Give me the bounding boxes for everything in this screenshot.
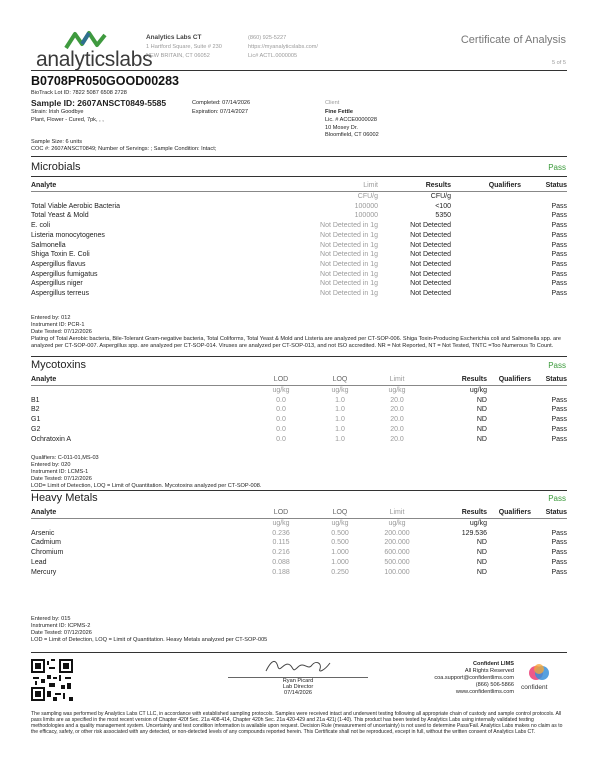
status-cell: Pass [551, 416, 567, 424]
table-cell: 0.0 [276, 396, 286, 404]
batch-id: B0708PR050GOOD00283 [31, 74, 180, 88]
analyte-header: Analyte [31, 180, 251, 192]
table-cell: 0.0 [276, 425, 286, 433]
table-cell: Analyte [31, 507, 251, 519]
table-row [31, 270, 567, 280]
table-cell [451, 260, 521, 270]
company-address-2: NEW BRITAIN, CT 06052 [146, 53, 210, 59]
sample-id: Sample ID: 2607ANSCT0849-5585 [31, 98, 167, 108]
table-cell: 20.0 [390, 416, 404, 424]
table-row [31, 231, 567, 241]
table-cell [451, 211, 521, 221]
table-cell [487, 435, 531, 445]
table-cell: ug/kg [388, 520, 406, 527]
table-cell: 1.000 [331, 549, 349, 557]
table-cell: Results [425, 507, 487, 519]
table-cell: 1.0 [335, 435, 345, 443]
table-row [31, 435, 567, 445]
table-row [31, 279, 567, 289]
table-row [31, 211, 567, 221]
heavy-metals-instrument: Instrument ID: ICPMS-2 [31, 623, 91, 629]
matrix: Plant, Flower - Cured, 7pk, , , [31, 117, 104, 123]
table-cell [451, 231, 521, 241]
document-title: Certificate of Analysis [460, 34, 566, 46]
heavy-metals-notes: LOD = Limit of Detection, LOQ = Limit of Quantitation. Heavy Metals analyzed per CT-SOP-005 [31, 637, 268, 643]
table-cell: Arsenic [31, 529, 55, 537]
table-cell: Status [531, 374, 567, 386]
client-label: Client [325, 100, 340, 106]
limit-header: Limit [251, 180, 378, 192]
status-cell: Pass [551, 396, 567, 404]
confident-website[interactable]: www.confidentlims.com [455, 689, 514, 695]
table-cell [487, 415, 531, 425]
table-cell: E. coli [31, 222, 51, 230]
table-cell: B1 [31, 396, 40, 404]
company-license: Lic# ACTL.0000005 [248, 53, 298, 59]
table-cell: Not Detected [410, 270, 451, 278]
table-row [31, 568, 567, 578]
table-cell: 500.000 [384, 558, 410, 566]
table-cell: 1.0 [335, 406, 345, 414]
table-cell: Not Detected [410, 231, 451, 239]
qualifiers-header: Qualifiers [451, 180, 521, 192]
table-cell [487, 396, 531, 406]
table-cell [487, 405, 531, 415]
company-phone: (860) 925-5227 [248, 35, 287, 41]
signature-title: Lab Director [282, 684, 314, 690]
units-row [31, 386, 567, 396]
status-cell: Pass [551, 425, 567, 433]
table-cell: Total Yeast & Mold [31, 212, 89, 220]
status-cell: Pass [551, 202, 567, 210]
table-cell [531, 386, 567, 396]
confident-email[interactable]: coa.support@confidentlims.com [434, 675, 514, 681]
table-cell: Not Detected [410, 251, 451, 259]
table-cell: 0.188 [272, 568, 290, 576]
status-cell: Pass [551, 241, 567, 249]
footer-disclaimer: The sampling was performed by Analytics Labs CT LLC, in accordance with established sampling protocols. Samples were received intact and underwent testing following all appropriate chain of custody and sample control protocols. All pass limits are as specified in the most recent version of Chapter 420f Sec. 21a 408-414, Chapter 420h Sec. 21a 420-429 and 21a 421j (1-40). This product has been tested by Analytics Labs using internally validated testing methodologies and a quality management system. Uncertainty and test condition information is available upon request. Decision Rule (measurement of uncertainty) is not used to determine Pass/Fail. Analytics Labs makes no claim as to the efficacy, safety, or other risk associated with any detected, or non-detected levels of any compounds reported herein. This Certificate shall not be reproduced, except in full, without the written consent of Analytics Labs CT. [31, 711, 563, 736]
table-cell: Not Detected [410, 222, 451, 230]
status-cell: Pass [551, 435, 567, 443]
table-cell: Salmonella [31, 241, 66, 249]
heavy-metals-table [31, 507, 567, 577]
microbials-instrument: Instrument ID: PCR-1 [31, 322, 85, 328]
table-cell: B2 [31, 406, 40, 414]
mycotoxins-table [31, 374, 567, 444]
status-cell: Pass [551, 280, 567, 288]
table-cell: 1.0 [335, 425, 345, 433]
table-cell: 1.0 [335, 396, 345, 404]
table-cell: LOD [251, 507, 311, 519]
table-cell: 20.0 [390, 406, 404, 414]
status-cell: Pass [551, 406, 567, 414]
coc-info: COC #: 2607ANSCT0849; Number of Servings: ; Sample Condition: Intact; [31, 146, 217, 152]
table-cell: Aspergillus fumigatus [31, 270, 98, 278]
table-cell: 1.000 [331, 558, 349, 566]
page-number: 5 of 5 [552, 60, 566, 66]
status-cell: Pass [551, 260, 567, 268]
logo-wordmark: analyticslabs [36, 48, 153, 71]
mycotoxins-qualifiers: Qualifiers: C-011-01,MS-03 [31, 455, 99, 461]
table-cell: Not Detected in 1g [320, 280, 378, 288]
table-cell: 0.088 [272, 558, 290, 566]
limit-unit: CFU/g [357, 193, 378, 200]
sample-divider [31, 156, 567, 157]
table-cell: Not Detected in 1g [320, 222, 378, 230]
table-cell: ND [476, 539, 487, 547]
client-street: 10 Mosey Dr. [325, 125, 358, 131]
table-cell: 600.000 [384, 549, 410, 557]
footer-top-divider [31, 652, 567, 653]
table-cell [451, 202, 521, 212]
table-cell: 1.0 [335, 416, 345, 424]
table-cell: ug/kg [331, 387, 349, 394]
status-cell: Pass [551, 549, 567, 557]
status-cell: Pass [551, 539, 567, 547]
microbials-title-divider [31, 176, 567, 177]
heavy-metals-top-divider [31, 490, 567, 491]
qr-code-icon[interactable] [31, 659, 73, 701]
table-cell: Limit [369, 507, 425, 519]
mycotoxins-top-divider [31, 356, 567, 357]
status-cell: Pass [551, 568, 567, 576]
status-cell: Pass [551, 558, 567, 566]
heavy-metals-status: Pass [548, 494, 566, 503]
table-cell: Total Viable Aerobic Bacteria [31, 202, 120, 210]
completed-date: Completed: 07/14/2026 [192, 100, 251, 106]
table-cell: ug/kg [331, 520, 349, 527]
table-row [31, 405, 567, 415]
table-row [31, 529, 567, 539]
table-cell: 200.000 [384, 529, 410, 537]
table-cell: G1 [31, 416, 41, 424]
table-cell: G2 [31, 425, 41, 433]
status-cell: Pass [551, 529, 567, 537]
table-cell: 100000 [354, 212, 378, 220]
microbials-title: Microbials [31, 161, 81, 173]
table-row [31, 548, 567, 558]
mycotoxins-status: Pass [548, 361, 566, 370]
table-row [31, 202, 567, 212]
table-cell: Analyte [31, 374, 251, 386]
table-cell: <100 [435, 202, 451, 210]
confident-rights: All Rights Reserved [464, 668, 514, 674]
status-cell: Pass [551, 270, 567, 278]
status-header: Status [521, 180, 567, 192]
table-cell [487, 538, 531, 548]
table-cell: Qualifiers [487, 374, 531, 386]
table-cell [487, 386, 531, 396]
table-cell [31, 386, 251, 396]
company-name: Analytics Labs CT [146, 34, 202, 41]
table-cell: Not Detected in 1g [320, 290, 378, 298]
results-unit: CFU/g [430, 193, 451, 200]
status-cell: Pass [551, 231, 567, 239]
table-cell: Not Detected in 1g [320, 241, 378, 249]
table-cell [531, 519, 567, 529]
header-divider [31, 70, 567, 71]
expiration-date: Expiration: 07/14/2027 [192, 109, 248, 115]
table-cell: 20.0 [390, 396, 404, 404]
table-cell: Aspergillus flavus [31, 260, 86, 268]
table-cell [451, 221, 521, 231]
table-cell: ND [476, 425, 487, 433]
table-cell: Ochratoxin A [31, 435, 72, 443]
table-cell: Not Detected in 1g [320, 231, 378, 239]
table-cell [487, 558, 531, 568]
analytics-labs-logo-icon [64, 30, 108, 50]
table-cell: 0.500 [331, 529, 349, 537]
table-cell [487, 519, 531, 529]
table-cell [451, 192, 521, 202]
table-cell: LOQ [311, 374, 369, 386]
table-cell: 0.236 [272, 529, 290, 537]
microbials-notes: Plating of Total Aerobic bacteria, Bile-Tolerant Gram-negative bacteria, Total Coliforms, Total Yeast & Mold and Listeria are analyzed per CT-SOP-006. Shiga Toxin-Producing Escherichia coli and Salmonella spp. are analyzed per CT-SOP-007. Aspergillus spp. are analyzed per CT-SOP-014. Viruses are analyzed per CT-SOP-013, and not ISO accredited. NR = Not Reported, NT = Not Tested, TNTC =Too Numerous To Count. [31, 336, 562, 349]
signature-date: 07/14/2026 [284, 690, 312, 696]
table-cell: ND [476, 568, 487, 576]
mycotoxins-entered-by: Entered by: 020 [31, 462, 71, 468]
table-cell [451, 270, 521, 280]
company-address-1: 1 Hartford Square, Suite # 230 [146, 44, 222, 50]
table-row [31, 415, 567, 425]
table-cell [521, 192, 567, 202]
table-cell: Mercury [31, 568, 57, 576]
table-cell: ND [476, 406, 487, 414]
table-cell: LOD [251, 374, 311, 386]
table-cell: 20.0 [390, 425, 404, 433]
table-cell: 20.0 [390, 435, 404, 443]
table-cell: ND [476, 435, 487, 443]
table-row [31, 221, 567, 231]
table-cell: Limit [369, 374, 425, 386]
table-cell: Aspergillus niger [31, 280, 83, 288]
table-cell: 0.0 [276, 406, 286, 414]
status-cell: Pass [551, 212, 567, 220]
table-header [31, 180, 567, 192]
table-cell [487, 425, 531, 435]
confident-logo-text: confident [521, 684, 548, 691]
table-cell [487, 548, 531, 558]
table-cell: LOQ [311, 507, 369, 519]
results-header: Results [378, 180, 451, 192]
table-cell: 0.115 [272, 539, 290, 547]
table-cell [451, 279, 521, 289]
table-row [31, 425, 567, 435]
heavy-metals-date-tested: Date Tested: 07/12/2026 [31, 630, 92, 636]
table-cell: ug/kg [469, 520, 487, 527]
table-cell: Cadmium [31, 539, 61, 547]
table-cell: Results [425, 374, 487, 386]
table-cell [451, 289, 521, 299]
table-cell: 5350 [435, 212, 451, 220]
signature-scribble-icon [262, 657, 334, 677]
strain: Strain: Irish Goodbye [31, 109, 84, 115]
confident-lims-name: Confident LIMS [472, 661, 514, 667]
table-cell: ug/kg [469, 387, 487, 394]
microbials-table [31, 180, 567, 299]
table-cell: Shiga Toxin E. Coli [31, 251, 90, 259]
table-row [31, 241, 567, 251]
table-cell: ND [476, 549, 487, 557]
table-row [31, 260, 567, 270]
table-cell: Not Detected [410, 260, 451, 268]
table-cell: Listeria monocytogenes [31, 231, 105, 239]
microbials-status: Pass [548, 163, 566, 172]
table-cell: Not Detected [410, 280, 451, 288]
table-cell: 129.536 [461, 529, 487, 537]
table-cell: Status [531, 507, 567, 519]
status-cell: Pass [551, 290, 567, 298]
table-cell: Qualifiers [487, 507, 531, 519]
client-license: Lic. # ACCE0000028 [325, 117, 377, 123]
table-cell: ND [476, 558, 487, 566]
table-cell: 0.0 [276, 416, 286, 424]
table-cell: Not Detected [410, 290, 451, 298]
table-cell: 0.0 [276, 435, 286, 443]
mycotoxins-instrument: Instrument ID: LCMS-1 [31, 469, 89, 475]
table-cell: Not Detected in 1g [320, 260, 378, 268]
table-cell: 0.250 [331, 568, 349, 576]
table-cell [451, 250, 521, 260]
table-cell [31, 192, 251, 202]
table-cell [31, 519, 251, 529]
heavy-metals-entered-by: Entered by: 015 [31, 616, 71, 622]
table-header [31, 374, 567, 386]
signature-name: Ryan Picard [282, 678, 314, 684]
table-cell: 100000 [354, 202, 378, 210]
table-cell [487, 568, 531, 578]
table-cell [451, 241, 521, 251]
table-cell: ND [476, 416, 487, 424]
table-row [31, 289, 567, 299]
microbials-date-tested: Date Tested: 07/12/2026 [31, 329, 92, 335]
table-cell: Lead [31, 558, 47, 566]
heavy-metals-title: Heavy Metals [31, 492, 98, 504]
table-row [31, 396, 567, 406]
company-website[interactable]: https://myanalyticslabs.com/ [248, 44, 318, 50]
table-cell: ug/kg [272, 520, 290, 527]
sample-size: Sample Size: 6 units [31, 139, 82, 145]
table-cell [487, 529, 531, 539]
table-cell: 200.000 [384, 539, 410, 547]
confident-phone: (866) 506-5866 [475, 682, 514, 688]
table-cell: 0.216 [272, 549, 290, 557]
table-cell: 0.500 [331, 539, 349, 547]
table-row [31, 538, 567, 548]
table-cell: Aspergillus terreus [31, 290, 89, 298]
status-cell: Pass [551, 222, 567, 230]
table-cell: 100.000 [384, 568, 410, 576]
table-row [31, 250, 567, 260]
table-cell: Not Detected in 1g [320, 270, 378, 278]
biotrack-lot: BioTrack Lot ID: 7822 5087 6508 2728 [31, 90, 127, 96]
confident-logo-icon [528, 664, 550, 682]
status-cell: Pass [551, 251, 567, 259]
table-cell: ND [476, 396, 487, 404]
mycotoxins-date-tested: Date Tested: 07/12/2026 [31, 476, 92, 482]
mycotoxins-title: Mycotoxins [31, 359, 87, 371]
table-header [31, 507, 567, 519]
units-row [31, 519, 567, 529]
table-row [31, 558, 567, 568]
units-row [31, 192, 567, 202]
table-cell: ug/kg [272, 387, 290, 394]
mycotoxins-notes: LOD= Limit of Detection, LOQ = Limit of Quantitation. Mycotoxins analyzed per CT-SOP-008. [31, 483, 262, 489]
table-cell: ug/kg [388, 387, 406, 394]
table-cell: Not Detected [410, 241, 451, 249]
table-cell: Not Detected in 1g [320, 251, 378, 259]
client-city: Bloomfield, CT 06002 [325, 132, 379, 138]
microbials-entered-by: Entered by: 012 [31, 315, 71, 321]
client-name: Fine Fettle [325, 109, 353, 115]
table-cell: Chromium [31, 549, 64, 557]
